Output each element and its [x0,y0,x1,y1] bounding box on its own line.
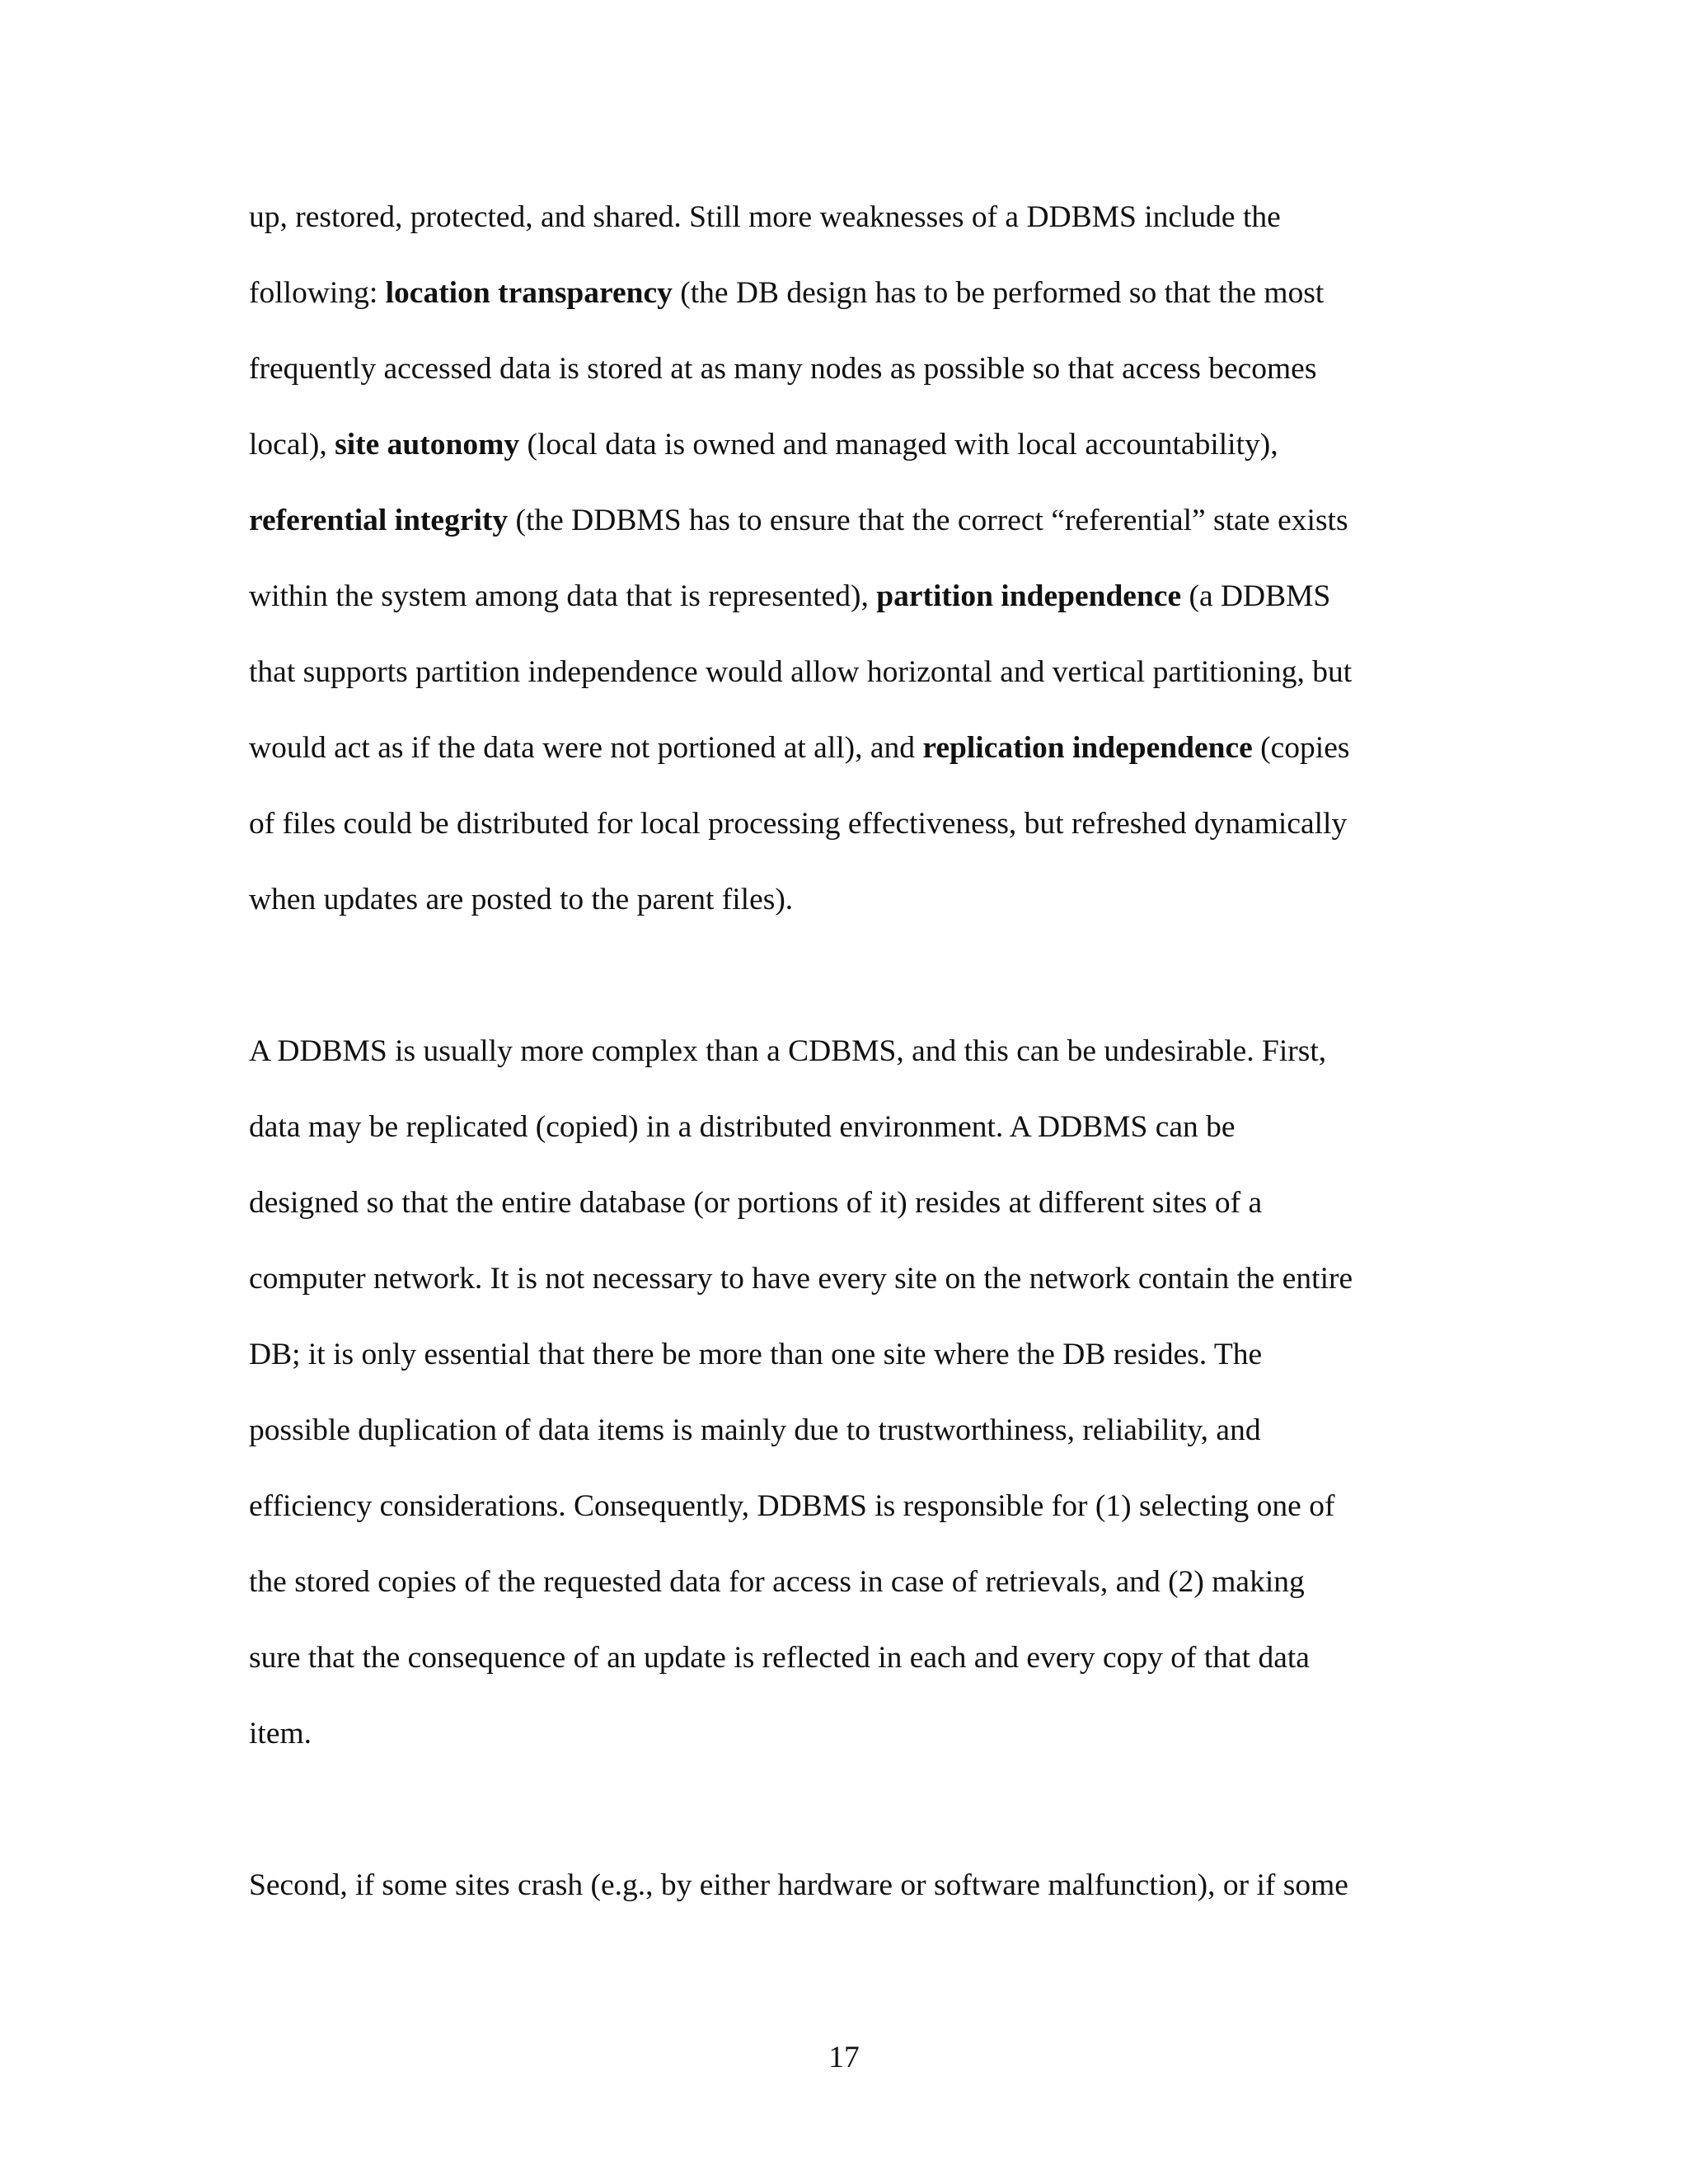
text-line: up, restored, protected, and shared. Still more weaknesses of a DDBMS include the [249,200,1281,234]
text-line: Second, if some sites crash (e.g., by either hardware or software malfunction), or if some [249,1868,1348,1902]
text-line: DB; it is only essential that there be more than one site where the DB resides. The [249,1338,1263,1371]
term-referential-integrity: referential integrity [249,504,509,537]
text-line: frequently accessed data is stored at as many nodes as possible so that access becomes [249,352,1317,386]
text-line: designed so that the entire database (or portions of it) resides at different sites of a [249,1186,1263,1220]
term-partition-independence: partition independence [876,579,1182,613]
text-line: local), site autonomy (local data is owned and managed with local accountability), [249,428,1278,462]
text-line: efficiency considerations. Consequently, DDBMS is responsible for (1) selecting one of [249,1489,1335,1523]
text-line: item. [249,1717,312,1750]
body-text [249,180,1452,1924]
text-line: that supports partition independence would allow horizontal and vertical partitioning, but [249,655,1353,689]
page-number: 17 [828,2041,860,2074]
paragraph-site-crash [249,1848,1452,1924]
text-line: sure that the consequence of an update is reflected in each and every copy of that data [249,1641,1310,1675]
text-line: when updates are posted to the parent files). [249,883,794,916]
term-site-autonomy: site autonomy [335,428,520,462]
text-line: within the system among data that is represented), partition independence (a DDBMS [249,579,1331,613]
text-line: of files could be distributed for local processing effectiveness, but refreshed dynamically [249,807,1348,841]
text-line: A DDBMS is usually more complex than a CDBMS, and this can be undesirable. First, [249,1034,1327,1068]
paragraph-gap [249,938,1452,1014]
text-line: possible duplication of data items is mainly due to trustworthiness, reliability, and [249,1413,1261,1447]
text-line: would act as if the data were not portioned at all), and replication independence (copies [249,731,1350,765]
term-replication-independence: replication independence [922,731,1253,765]
term-location-transparency: location transparency [385,276,673,310]
text-line: computer network. It is not necessary to have every site on the network contain the entire [249,1262,1353,1296]
text-line: following: location transparency (the DB design has to be performed so that the most [249,276,1325,310]
paragraph-complexity [249,1014,1452,1772]
text-line: data may be replicated (copied) in a distributed environment. A DDBMS can be [249,1110,1236,1144]
paragraph-weaknesses [249,180,1452,938]
paragraph-gap [249,1772,1452,1848]
text-line: the stored copies of the requested data for access in case of retrievals, and (2) making [249,1565,1305,1599]
text-line: referential integrity (the DDBMS has to ensure that the correct “referential” state exists [249,504,1348,537]
